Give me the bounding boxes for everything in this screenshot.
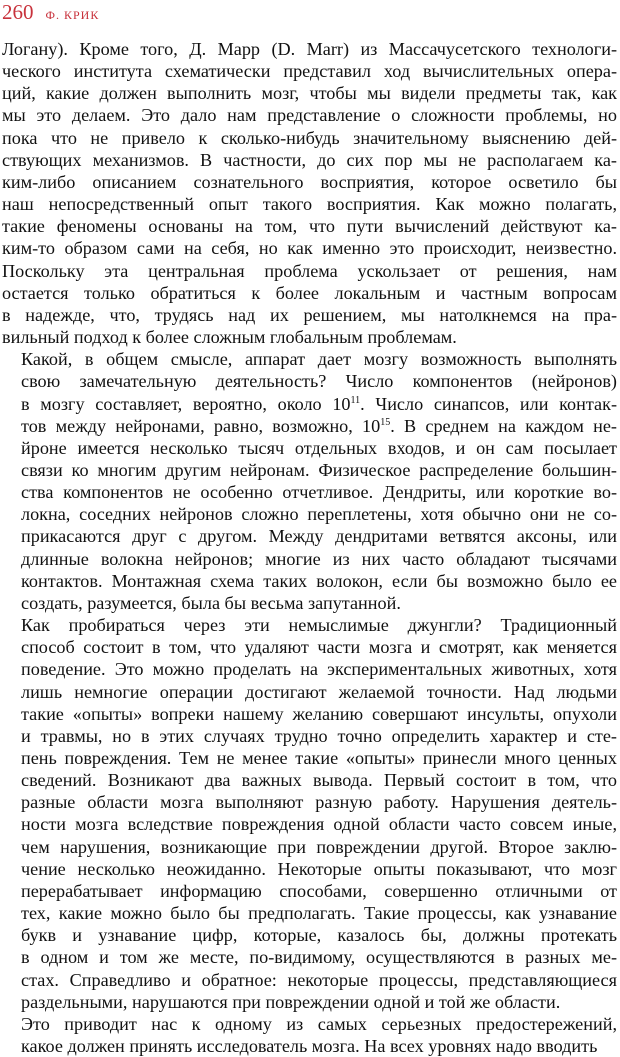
text-line: ций, какие должен выполнить мозг, чтобы мы видели предметы так, как xyxy=(2,83,617,104)
body-text xyxy=(2,38,617,1057)
text-line: раздельными, нарушаются при повреждении одной и той же области. xyxy=(21,991,561,1012)
text-line: букв и узнавание цифр, которые, казалось бы, должны протекать xyxy=(21,925,617,946)
exponent: 11 xyxy=(350,394,361,406)
text-line: Как пробираться через эти немыслимые джунгли? Традиционный xyxy=(21,615,617,636)
text-line: ческого института схематически представил ход вычислительных опера- xyxy=(2,61,617,82)
text-line: и травмы, но в этих случаях трудно точно определить характер и сте- xyxy=(21,725,617,746)
text-line: наш непосредственный опыт такого восприятия. Как можно полагать, xyxy=(2,194,617,215)
text-line: в одном и том же месте, по-видимому, осуществляются в разных ме- xyxy=(21,947,617,968)
text-line: контактов. Монтажная схема таких волокон, если бы возможно было ее xyxy=(21,570,617,591)
text-line: лишь немногие операции достигают желаемой точности. Над людьми xyxy=(21,681,617,702)
text-run: . В среднем на каждом не- xyxy=(390,415,617,436)
text-line: чение несколько неожиданно. Некоторые опыты показывают, что мозг xyxy=(21,858,617,879)
text-line: Логану). Кроме того, Д. Марр (D. Marr) из Массачусетского технологи- xyxy=(2,39,617,59)
text-line: тех, какие можно было бы предполагать. Такие процессы, как узнавание xyxy=(21,903,617,924)
text-line: стах. Справедливо и обратное: некоторые процессы, представляющиеся xyxy=(21,969,617,990)
paragraph xyxy=(2,1013,617,1057)
text-line: чем нарушения, возникающие при повреждении другой. Второе заклю- xyxy=(21,836,617,857)
text-line: пока что не привело к сколько-нибудь значительному выяснению дей- xyxy=(2,127,617,148)
text-line: Какой, в общем смысле, аппарат дает мозгу возможность выполнять xyxy=(21,349,617,370)
text-line: ства компонентов не особенно отчетливое. Дендриты, или короткие во- xyxy=(21,482,617,503)
text-line: вильный подход к более сложным глобальным проблемам. xyxy=(2,327,457,348)
paragraph xyxy=(2,614,617,1013)
text-line: создать, разумеется, была бы весьма запутанной. xyxy=(21,592,401,613)
text-line: в надежде, что, трудясь над их решением, мы натолкнемся на пра- xyxy=(2,304,617,325)
text-line: такие «опыты» вопреки нашему желанию совершают инсульты, опухоли xyxy=(21,703,617,724)
text-line: ким-то образом сами на себя, но как именно это происходит, неизвестно. xyxy=(2,238,617,259)
text-line: перерабатывает информацию способами, совершенно отличными от xyxy=(21,880,617,901)
text-line: способ состоит в том, что удаляют части мозга и смотрят, как меняется xyxy=(21,637,617,658)
paragraph xyxy=(2,348,617,614)
text-run: тов между нейронами, равно, возможно, 10 xyxy=(21,415,381,436)
text-line xyxy=(2,393,617,415)
text-line: ствующих механизмов. В частности, до сих пор мы не располагаем ка- xyxy=(2,149,617,170)
text-line: такие феномены основаны на том, что пути вычислений действуют ка- xyxy=(2,216,617,237)
text-line: ности мозга вследствие повреждения одной области часто совсем иные, xyxy=(21,814,617,835)
exponent: 15 xyxy=(380,416,391,428)
text-line: свою замечательную деятельность? Число компонентов (нейронов) xyxy=(21,371,617,392)
text-line: какое должен принять исследователь мозга. На всех уровнях надо вводить xyxy=(21,1036,598,1057)
text-line: йроне имеется несколько тысяч отдельных входов, и он сам посылает xyxy=(21,437,617,458)
text-line xyxy=(2,415,617,437)
page-header xyxy=(2,0,99,24)
text-run: . Число синапсов, или контак- xyxy=(360,393,618,414)
text-line: локна, соседних нейронов сложно переплетены, хотя обычно они не со- xyxy=(21,504,617,525)
text-line: Это приводит нас к одному из самых серьезных предостережений, xyxy=(21,1013,617,1034)
page-number: 260 xyxy=(2,0,34,24)
text-run: в мозгу составляет, вероятно, около 10 xyxy=(21,393,351,414)
text-line: пень повреждения. Тем не менее такие «опыты» принесли много ценных xyxy=(21,748,617,768)
text-line: Поскольку эта центральная проблема ускользает от решения, нам xyxy=(2,260,617,281)
text-line: длинные волокна нейронов; многие из них часто обладают тысячами xyxy=(21,548,617,569)
running-head: Ф. КРИК xyxy=(45,8,100,22)
text-line: связи ко многим другим нейронам. Физическое распределение большин- xyxy=(21,459,617,480)
text-line: мы это делаем. Это дало нам представление о сложности проблемы, но xyxy=(2,105,617,126)
text-line: сведений. Возникают два важных вывода. Первый состоит в том, что xyxy=(21,770,617,791)
text-line: ким-либо описанием сознательного восприятия, которое осветило бы xyxy=(2,171,617,192)
text-line: прикасаются друг с другом. Между дендритами ветвятся аксоны, или xyxy=(21,526,617,547)
text-line: разные области мозга выполняют разную работу. Нарушения деятель- xyxy=(21,792,617,813)
text-line: остается только обратиться к более локальным и частным вопросам xyxy=(2,282,617,303)
paragraph xyxy=(2,38,617,348)
text-line: поведение. Это можно проделать на экспериментальных животных, хотя xyxy=(21,659,617,680)
